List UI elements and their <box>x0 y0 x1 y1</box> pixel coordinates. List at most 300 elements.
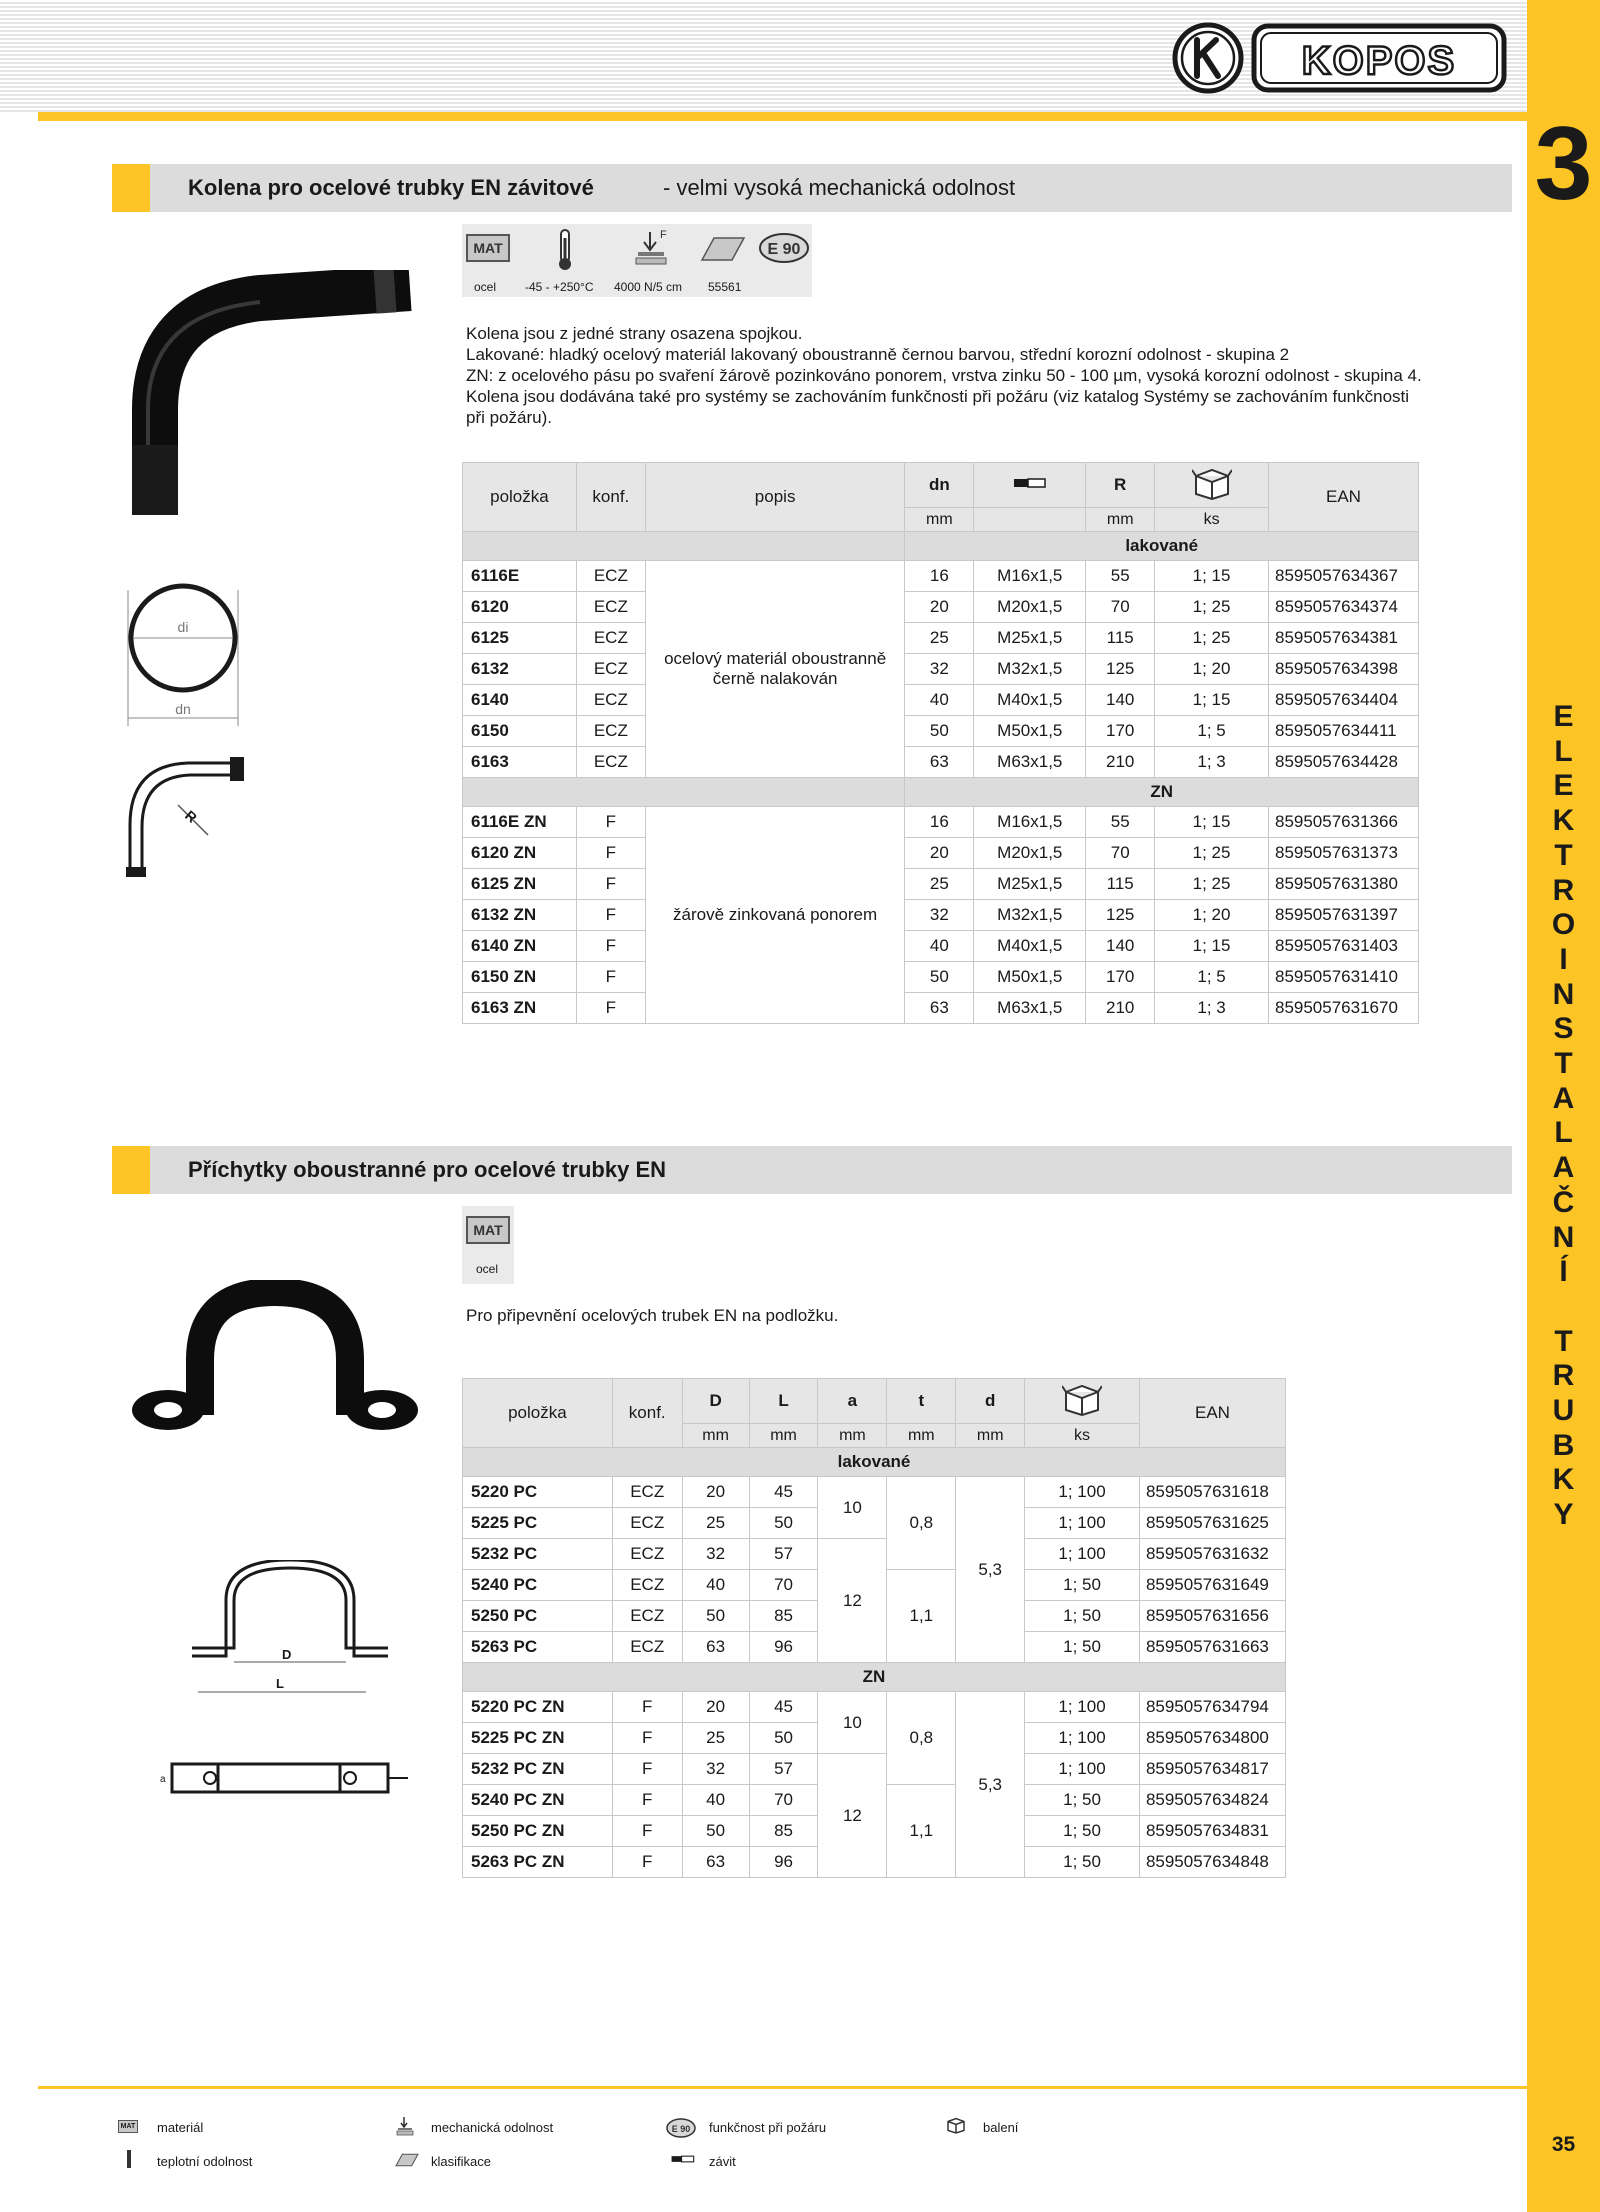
item-ean: 8595057631397 <box>1268 900 1418 931</box>
unit-thread <box>974 508 1086 532</box>
item-code: 6140 <box>463 685 577 716</box>
item-code: 5240 PC ZN <box>463 1785 613 1816</box>
description-line: Lakované: hladký ocelový materiál lakovaný oboustranně černou barvou, střední korozní odolnost - skupina 2 <box>466 345 1290 364</box>
section-title: Kolena pro ocelové trubky EN závitové <box>188 175 594 200</box>
temperature-value: -45 - +250°C <box>525 280 594 294</box>
classification-icon <box>700 234 746 264</box>
col-r: R <box>1086 463 1155 508</box>
header-accent <box>64 112 86 121</box>
svg-text:E 90: E 90 <box>671 2124 691 2134</box>
item-radius: 55 <box>1086 561 1155 592</box>
svg-text:E 90: E 90 <box>767 241 801 258</box>
item-dn: 16 <box>905 807 974 838</box>
item-L: 57 <box>749 1754 818 1785</box>
item-pack: 1; 100 <box>1025 1477 1140 1508</box>
col-d: d <box>956 1379 1025 1424</box>
item-code: 5263 PC <box>463 1632 613 1663</box>
col-thread <box>974 463 1086 508</box>
col-dn: dn <box>905 463 974 508</box>
item-code: 6125 <box>463 623 577 654</box>
item-conf: F <box>576 931 645 962</box>
item-pack: 1; 50 <box>1025 1601 1140 1632</box>
side-title-letter: E <box>1553 769 1574 803</box>
item-pack: 1; 15 <box>1155 931 1269 962</box>
thread-icon <box>670 2154 696 2164</box>
mechanical-resistance-icon <box>634 228 674 268</box>
description-line: Kolena jsou z jedné strany osazena spojkou. <box>466 324 803 343</box>
item-code: 5232 PC ZN <box>463 1754 613 1785</box>
description-line: ZN: z ocelového pásu po svaření žárově pozinkováno ponorem, vrstva zinku 50 - 100 µm, vysoká korozní odolnost - skupina 4. <box>466 366 1422 385</box>
item-L: 57 <box>749 1539 818 1570</box>
header-rule <box>38 112 1527 121</box>
item-dn: 25 <box>905 623 974 654</box>
item-L: 50 <box>749 1723 818 1754</box>
table-row <box>463 993 1419 1024</box>
item-pack: 1; 25 <box>1155 623 1269 654</box>
item-a: 12 <box>818 1754 887 1878</box>
side-title-letter: O <box>1551 908 1576 942</box>
item-code: 5225 PC <box>463 1508 613 1539</box>
item-ean: 8595057631656 <box>1139 1601 1285 1632</box>
item-conf: F <box>612 1754 682 1785</box>
temperature-icon <box>555 228 575 272</box>
side-title-letter: N <box>1552 977 1575 1011</box>
item-D: 20 <box>682 1477 749 1508</box>
unit-D: mm <box>682 1424 749 1448</box>
item-radius: 70 <box>1086 838 1155 869</box>
item-conf: ECZ <box>612 1508 682 1539</box>
item-thread: M25x1,5 <box>974 869 1086 900</box>
item-dn: 20 <box>905 838 974 869</box>
item-radius: 55 <box>1086 807 1155 838</box>
table-row <box>463 1539 1286 1570</box>
item-L: 45 <box>749 1692 818 1723</box>
item-D: 40 <box>682 1570 749 1601</box>
item-radius: 115 <box>1086 869 1155 900</box>
item-D: 63 <box>682 1632 749 1663</box>
item-radius: 125 <box>1086 654 1155 685</box>
section-description: Pro připevnění ocelových trubek EN na podložku. <box>466 1306 839 1325</box>
material-value: ocel <box>476 1262 499 1276</box>
group-label: lakované <box>905 532 1419 561</box>
table-row <box>463 592 1419 623</box>
item-conf: F <box>612 1816 682 1847</box>
item-pack: 1; 50 <box>1025 1570 1140 1601</box>
item-thread: M50x1,5 <box>974 716 1086 747</box>
item-conf: ECZ <box>576 623 645 654</box>
item-ean: 8595057631410 <box>1268 962 1418 993</box>
item-code: 5250 PC <box>463 1601 613 1632</box>
item-desc: žárově zinkovaná ponorem <box>645 807 905 1024</box>
item-D: 63 <box>682 1847 749 1878</box>
item-dn: 32 <box>905 900 974 931</box>
table-row <box>463 931 1419 962</box>
item-pack: 1; 5 <box>1155 962 1269 993</box>
item-conf: ECZ <box>612 1539 682 1570</box>
item-pack: 1; 25 <box>1155 592 1269 623</box>
item-code: 6150 ZN <box>463 962 577 993</box>
item-pack: 1; 15 <box>1155 561 1269 592</box>
properties-strip <box>462 1206 514 1284</box>
item-conf: ECZ <box>576 685 645 716</box>
item-D: 32 <box>682 1539 749 1570</box>
properties-strip <box>462 224 812 297</box>
group-label: ZN <box>905 778 1419 807</box>
group-label: ZN <box>463 1663 1286 1692</box>
svg-text:L: L <box>276 1676 284 1691</box>
clip-dimension-diagram <box>190 1560 390 1695</box>
item-radius: 115 <box>1086 623 1155 654</box>
unit-pack: ks <box>1025 1424 1140 1448</box>
col-D: D <box>682 1379 749 1424</box>
item-thread: M50x1,5 <box>974 962 1086 993</box>
col-ean: EAN <box>1268 463 1418 532</box>
legend-thread: závit <box>709 2154 736 2169</box>
group-row <box>463 1448 1286 1477</box>
unit-dn: mm <box>905 508 974 532</box>
mechanical-resistance-icon <box>396 2116 416 2136</box>
item-dn: 50 <box>905 962 974 993</box>
item-ean: 8595057634831 <box>1139 1816 1285 1847</box>
col-item: položka <box>463 1379 613 1448</box>
item-ean: 8595057634794 <box>1139 1692 1285 1723</box>
item-pack: 1; 50 <box>1025 1847 1140 1878</box>
item-D: 50 <box>682 1816 749 1847</box>
side-title-letter: L <box>1554 734 1573 768</box>
item-pack: 1; 50 <box>1025 1785 1140 1816</box>
item-ean: 8595057634367 <box>1268 561 1418 592</box>
kopos-logo <box>1172 20 1512 100</box>
svg-text:di: di <box>177 619 189 635</box>
section-subtitle: - velmi vysoká mechanická odolnost <box>663 175 1016 200</box>
item-code: 5263 PC ZN <box>463 1847 613 1878</box>
group-spacer <box>463 532 905 561</box>
item-pack: 1; 100 <box>1025 1692 1140 1723</box>
chapter-side-title <box>1527 700 1600 1533</box>
table-row <box>463 623 1419 654</box>
svg-text:R: R <box>182 807 201 826</box>
group-spacer <box>463 778 905 807</box>
item-pack: 1; 15 <box>1155 685 1269 716</box>
item-conf: ECZ <box>612 1477 682 1508</box>
item-dn: 25 <box>905 869 974 900</box>
item-code: 6116E ZN <box>463 807 577 838</box>
item-pack: 1; 25 <box>1155 838 1269 869</box>
item-pack: 1; 100 <box>1025 1508 1140 1539</box>
item-conf: ECZ <box>576 747 645 778</box>
item-a: 10 <box>818 1692 887 1754</box>
item-conf: ECZ <box>612 1632 682 1663</box>
unit-a: mm <box>818 1424 887 1448</box>
item-dn: 40 <box>905 931 974 962</box>
item-radius: 210 <box>1086 747 1155 778</box>
item-L: 45 <box>749 1477 818 1508</box>
item-pack: 1; 3 <box>1155 993 1269 1024</box>
temperature-icon <box>126 2150 132 2168</box>
col-pack <box>1155 463 1269 508</box>
svg-text:F: F <box>660 229 667 241</box>
item-radius: 210 <box>1086 993 1155 1024</box>
description-line: při požáru). <box>466 408 552 427</box>
material-icon: MAT <box>118 2120 138 2133</box>
item-d: 5,3 <box>956 1692 1025 1878</box>
legend-packaging: balení <box>983 2120 1019 2135</box>
col-desc: popis <box>645 463 905 532</box>
item-ean: 8595057634817 <box>1139 1754 1285 1785</box>
section-title-bar <box>112 1146 1512 1194</box>
item-thread: M20x1,5 <box>974 838 1086 869</box>
item-radius: 170 <box>1086 962 1155 993</box>
elbows-table <box>462 462 1419 1024</box>
item-code: 6150 <box>463 716 577 747</box>
item-code: 6132 ZN <box>463 900 577 931</box>
item-thread: M63x1,5 <box>974 747 1086 778</box>
fire-resistance-icon <box>666 2118 696 2138</box>
item-pack: 1; 100 <box>1025 1539 1140 1570</box>
item-conf: ECZ <box>576 716 645 747</box>
item-a: 10 <box>818 1477 887 1539</box>
classification-value: 55561 <box>708 280 742 294</box>
table-row <box>463 900 1419 931</box>
item-thread: M40x1,5 <box>974 685 1086 716</box>
package-icon <box>1192 466 1232 500</box>
item-L: 70 <box>749 1570 818 1601</box>
table-row <box>463 1692 1286 1723</box>
clip-photo <box>130 1280 420 1440</box>
elbow-photo <box>120 270 420 520</box>
col-a: a <box>818 1379 887 1424</box>
item-ean: 8595057634428 <box>1268 747 1418 778</box>
item-pack: 1; 50 <box>1025 1816 1140 1847</box>
table-row <box>463 654 1419 685</box>
unit-d: mm <box>956 1424 1025 1448</box>
item-D: 50 <box>682 1601 749 1632</box>
item-ean: 8595057631670 <box>1268 993 1418 1024</box>
item-code: 5220 PC ZN <box>463 1692 613 1723</box>
side-title-letter: Y <box>1553 1498 1574 1532</box>
item-code: 5240 PC <box>463 1570 613 1601</box>
material-icon: MAT <box>466 234 510 262</box>
item-ean: 8595057631403 <box>1268 931 1418 962</box>
item-conf: F <box>576 869 645 900</box>
item-pack: 1; 15 <box>1155 807 1269 838</box>
item-radius: 125 <box>1086 900 1155 931</box>
item-L: 50 <box>749 1508 818 1539</box>
item-ean: 8595057631618 <box>1139 1477 1285 1508</box>
item-conf: ECZ <box>576 654 645 685</box>
side-title-letter: L <box>1554 1116 1573 1150</box>
item-t: 0,8 <box>887 1477 956 1570</box>
item-radius: 170 <box>1086 716 1155 747</box>
item-pack: 1; 100 <box>1025 1723 1140 1754</box>
item-pack: 1; 25 <box>1155 869 1269 900</box>
group-label: lakované <box>463 1448 1286 1477</box>
clips-table <box>462 1378 1286 1878</box>
item-conf: F <box>576 807 645 838</box>
chapter-number: 3 <box>1534 106 1593 222</box>
item-conf: F <box>576 900 645 931</box>
material-icon: MAT <box>466 1216 510 1244</box>
item-ean: 8595057634374 <box>1268 592 1418 623</box>
item-ean: 8595057634404 <box>1268 685 1418 716</box>
unit-pack: ks <box>1155 508 1269 532</box>
item-ean: 8595057634800 <box>1139 1723 1285 1754</box>
unit-r: mm <box>1086 508 1155 532</box>
item-D: 25 <box>682 1723 749 1754</box>
item-ean: 8595057634381 <box>1268 623 1418 654</box>
legend-material: materiál <box>157 2120 204 2135</box>
item-ean: 8595057634848 <box>1139 1847 1285 1878</box>
legend-mechanical: mechanická odolnost <box>431 2120 554 2135</box>
section-title: Příchytky oboustranné pro ocelové trubky EN <box>188 1157 667 1182</box>
item-ean: 8595057631632 <box>1139 1539 1285 1570</box>
item-conf: F <box>576 838 645 869</box>
item-thread: M32x1,5 <box>974 900 1086 931</box>
table-row <box>463 561 1419 592</box>
side-title-letter: I <box>1559 942 1568 976</box>
side-title-letter: T <box>1554 1324 1573 1358</box>
col-conf: konf. <box>612 1379 682 1448</box>
item-code: 5250 PC ZN <box>463 1816 613 1847</box>
item-code: 6116E <box>463 561 577 592</box>
item-D: 25 <box>682 1508 749 1539</box>
item-dn: 20 <box>905 592 974 623</box>
item-pack: 1; 5 <box>1155 716 1269 747</box>
material-value: ocel <box>474 280 497 294</box>
side-title-letter: Č <box>1552 1185 1575 1219</box>
item-L: 85 <box>749 1601 818 1632</box>
item-ean: 8595057631366 <box>1268 807 1418 838</box>
table-row <box>463 685 1419 716</box>
package-icon <box>1062 1382 1102 1416</box>
side-title-letter: T <box>1554 838 1573 872</box>
header-accent <box>90 112 112 121</box>
item-D: 40 <box>682 1785 749 1816</box>
item-conf: ECZ <box>576 592 645 623</box>
item-ean: 8595057631373 <box>1268 838 1418 869</box>
item-conf: F <box>576 993 645 1024</box>
item-code: 5232 PC <box>463 1539 613 1570</box>
item-L: 70 <box>749 1785 818 1816</box>
group-row <box>463 1663 1286 1692</box>
item-conf: F <box>612 1692 682 1723</box>
item-t: 1,1 <box>887 1570 956 1663</box>
item-thread: M16x1,5 <box>974 561 1086 592</box>
item-ean: 8595057631649 <box>1139 1570 1285 1601</box>
cross-section-diagram <box>118 582 248 732</box>
side-title-letter: Í <box>1559 1255 1568 1289</box>
side-title-letter: R <box>1552 873 1575 907</box>
unit-L: mm <box>749 1424 818 1448</box>
table-row <box>463 807 1419 838</box>
item-t: 0,8 <box>887 1692 956 1785</box>
item-thread: M25x1,5 <box>974 623 1086 654</box>
item-L: 85 <box>749 1816 818 1847</box>
item-conf: ECZ <box>576 561 645 592</box>
side-title-letter: A <box>1552 1151 1575 1185</box>
table-row <box>463 1477 1286 1508</box>
item-code: 6125 ZN <box>463 869 577 900</box>
item-D: 20 <box>682 1692 749 1723</box>
section-title-bar <box>112 164 1512 212</box>
item-thread: M63x1,5 <box>974 993 1086 1024</box>
item-code: 5225 PC ZN <box>463 1723 613 1754</box>
clip-top-diagram <box>160 1752 410 1804</box>
item-t: 1,1 <box>887 1785 956 1878</box>
group-row <box>463 532 1419 561</box>
item-conf: F <box>612 1785 682 1816</box>
thread-icon <box>1013 476 1047 490</box>
item-ean: 8595057631663 <box>1139 1632 1285 1663</box>
item-thread: M16x1,5 <box>974 807 1086 838</box>
col-pack <box>1025 1379 1140 1424</box>
item-dn: 32 <box>905 654 974 685</box>
header-accent <box>38 112 60 121</box>
item-ean: 8595057634411 <box>1268 716 1418 747</box>
side-title-letter: K <box>1552 804 1575 838</box>
item-conf: F <box>612 1723 682 1754</box>
side-title-letter: B <box>1552 1428 1575 1462</box>
legend-temperature: teplotní odolnost <box>157 2154 253 2169</box>
svg-text:a: a <box>160 1774 166 1785</box>
item-pack: 1; 20 <box>1155 900 1269 931</box>
col-t: t <box>887 1379 956 1424</box>
table-row <box>463 869 1419 900</box>
table-row <box>463 716 1419 747</box>
item-radius: 70 <box>1086 592 1155 623</box>
item-code: 6140 ZN <box>463 931 577 962</box>
item-ean: 8595057631380 <box>1268 869 1418 900</box>
item-ean: 8595057631625 <box>1139 1508 1285 1539</box>
col-conf: konf. <box>576 463 645 532</box>
item-dn: 63 <box>905 993 974 1024</box>
item-dn: 40 <box>905 685 974 716</box>
col-ean: EAN <box>1139 1379 1285 1448</box>
item-thread: M20x1,5 <box>974 592 1086 623</box>
item-code: 5220 PC <box>463 1477 613 1508</box>
table-row <box>463 962 1419 993</box>
section-description <box>466 323 1506 428</box>
item-desc: ocelový materiál oboustranně černě nalakován <box>645 561 905 778</box>
item-ean: 8595057634398 <box>1268 654 1418 685</box>
description-line: Kolena jsou dodávána také pro systémy se zachováním funkčnosti při požáru (viz katalog Systémy se zachováním funkčnosti <box>466 387 1410 406</box>
item-dn: 16 <box>905 561 974 592</box>
item-conf: F <box>612 1847 682 1878</box>
table-row <box>463 1754 1286 1785</box>
item-L: 96 <box>749 1847 818 1878</box>
item-pack: 1; 50 <box>1025 1632 1140 1663</box>
svg-text:D: D <box>282 1647 292 1662</box>
side-title-letter: U <box>1552 1394 1575 1428</box>
item-dn: 63 <box>905 747 974 778</box>
side-title-letter: S <box>1553 1012 1574 1046</box>
footer-rule <box>38 2086 1527 2089</box>
package-icon <box>946 2116 966 2134</box>
item-pack: 1; 3 <box>1155 747 1269 778</box>
item-conf: F <box>576 962 645 993</box>
col-item: položka <box>463 463 577 532</box>
side-title-letter: A <box>1552 1081 1575 1115</box>
item-pack: 1; 100 <box>1025 1754 1140 1785</box>
page-number: 35 <box>1551 2133 1576 2156</box>
classification-icon <box>395 2152 419 2168</box>
item-conf: ECZ <box>612 1570 682 1601</box>
svg-text:KOPOS: KOPOS <box>1301 39 1457 83</box>
item-code: 6163 ZN <box>463 993 577 1024</box>
side-title-letter <box>1527 1290 1600 1325</box>
table-row <box>463 747 1419 778</box>
col-L: L <box>749 1379 818 1424</box>
